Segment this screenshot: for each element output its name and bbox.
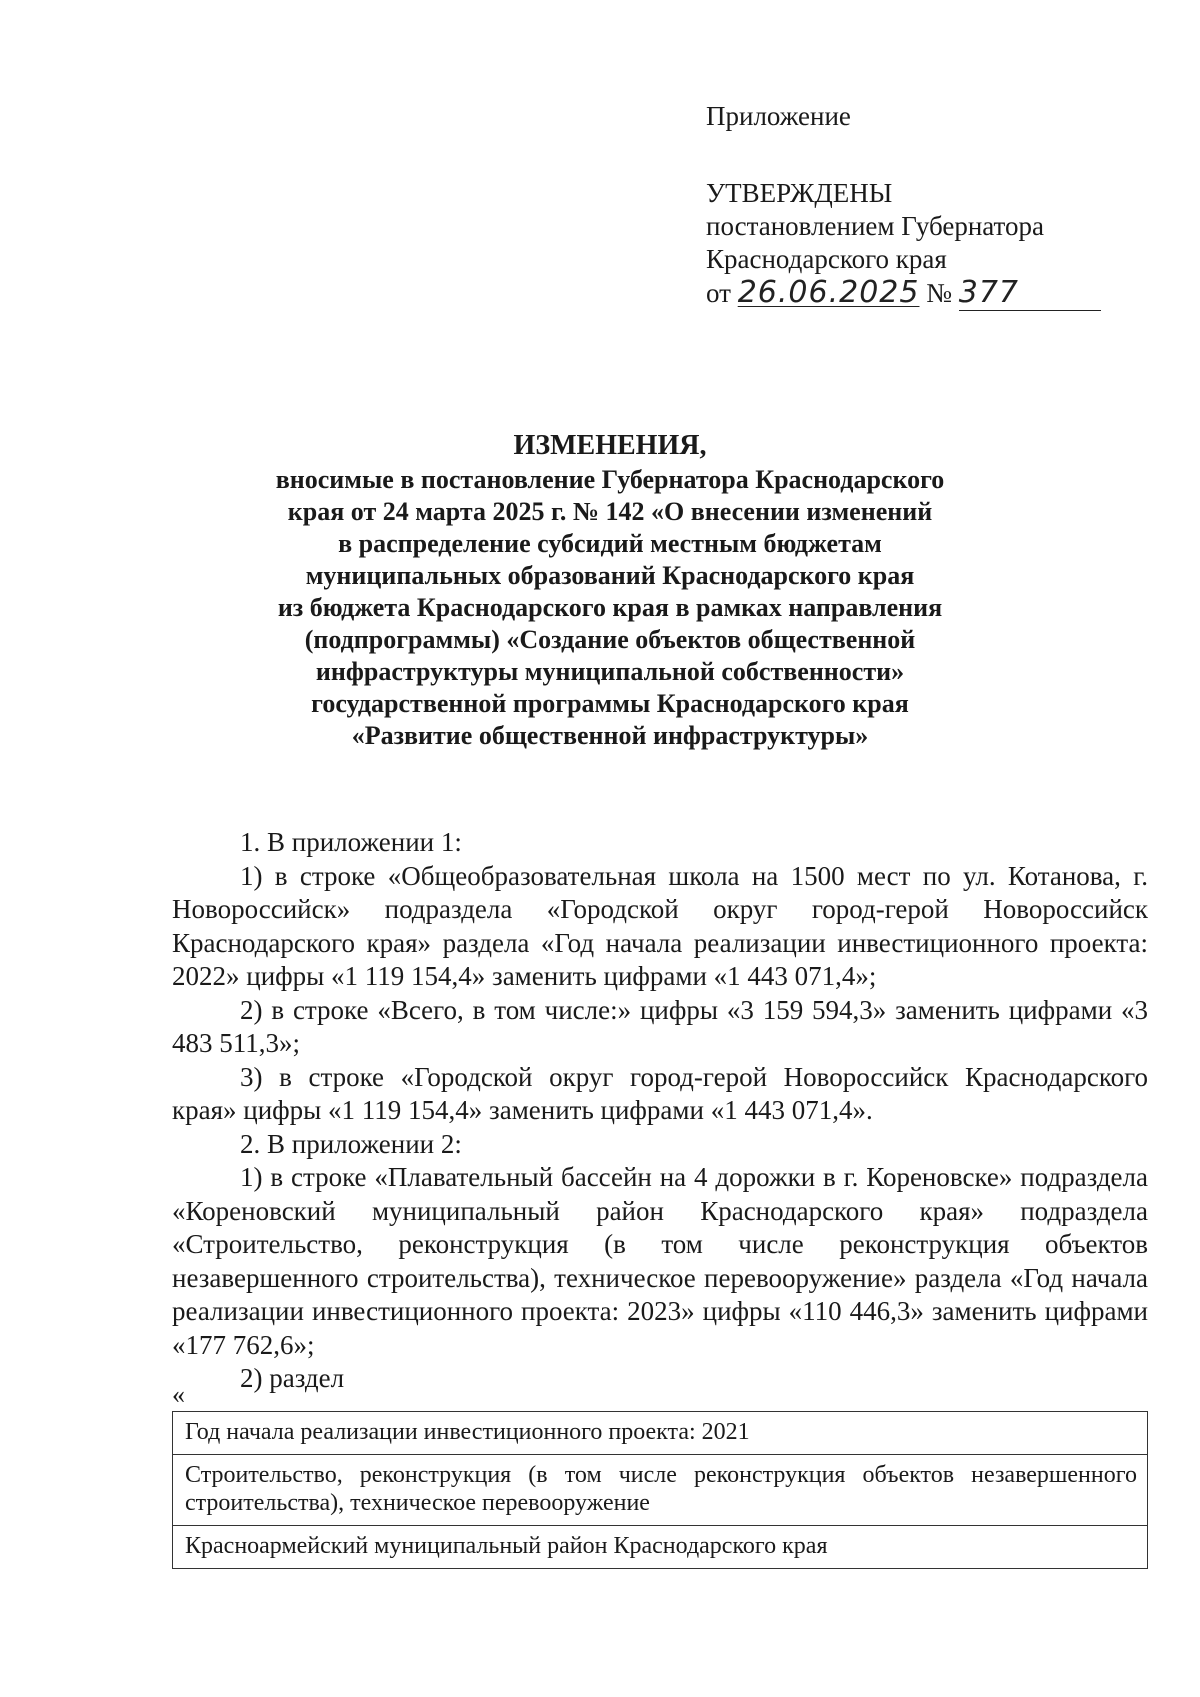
opening-quote: « <box>172 1380 185 1409</box>
number-field <box>959 276 1101 311</box>
title-line: государственной программы Краснодарского края <box>311 689 909 718</box>
title-line: в распределение субсидий местным бюджетам <box>338 529 882 558</box>
title-line: края от 24 марта 2025 г. № 142 «О внесении изменений <box>287 497 933 526</box>
table-row <box>173 1526 1148 1569</box>
approval-block <box>706 100 1126 311</box>
title-heading: ИЗМЕНЕНИЯ, <box>513 430 707 461</box>
title-line: «Развитие общественной инфраструктуры» <box>351 721 869 750</box>
section-table <box>172 1411 1148 1569</box>
paragraph-annex-2: 2. В приложении 2: <box>240 1128 462 1159</box>
paragraph-item: 2) раздел <box>240 1363 345 1393</box>
title-line: (подпрограммы) «Создание объектов общественной <box>304 625 916 654</box>
paragraph-annex-1: 1. В приложении 1: <box>240 827 462 857</box>
resolution-label: постановлением Губернатора <box>706 211 1044 241</box>
paragraph-item: 1) в строке «Общеобразовательная школа на 1500 мест по ул. Котанова, г. Новороссийск» подраздела «Городской округ город-герой Новороссийск Краснодарского края» раздела «Год начала реализации инвестиционного проекта: 2022» цифры «1 119 154,4» заменить цифрами «1 443 071,4»; <box>172 860 1148 991</box>
document-body <box>172 826 1148 1396</box>
title-line: инфраструктуры муниципальной собственности» <box>315 657 905 686</box>
title-line: муниципальных образований Краснодарского края <box>305 561 915 590</box>
table-row <box>173 1412 1148 1455</box>
title-line: из бюджета Краснодарского края в рамках направления <box>277 593 943 622</box>
table-cell: Красноармейский муниципальный район Краснодарского края <box>173 1526 1148 1569</box>
date-number-line <box>706 276 1126 311</box>
annex-label: Приложение <box>706 101 851 131</box>
approved-label: УТВЕРЖДЕНЫ <box>706 178 893 208</box>
handwritten-date: 26.06.2025 <box>737 275 920 310</box>
paragraph-item: 2) в строке «Всего, в том числе:» цифры «3 159 594,3» заменить цифрами «3 483 511,3»; <box>172 994 1148 1058</box>
title-line: вносимые в постановление Губернатора Краснодарского <box>275 465 945 494</box>
table-row <box>173 1455 1148 1526</box>
handwritten-number: 377 <box>958 275 1020 310</box>
paragraph-item: 3) в строке «Городской округ город-герой Новороссийск Краснодарского края» цифры «1 119 154,4» заменить цифрами «1 443 071,4». <box>172 1061 1148 1125</box>
paragraph-item: 1) в строке «Плавательный бассейн на 4 дорожки в г. Кореновске» подраздела «Кореновский муниципальный район Краснодарского края» подраздела «Строительство, реконструкция (в том числе реконструкция объектов незавершенного строительства), техническое перевооружение» раздела «Год начала реализации инвестиционного проекта: 2023» цифры «110 446,3» заменить цифрами «177 762,6»; <box>172 1162 1148 1360</box>
table-cell: Строительство, реконструкция (в том числе реконструкция объектов незавершенного строительства), техническое перевооружение <box>173 1455 1148 1526</box>
region-label: Краснодарского края <box>706 244 947 274</box>
table-cell: Год начала реализации инвестиционного проекта: 2021 <box>173 1412 1148 1455</box>
date-prefix: от <box>706 278 731 308</box>
number-sign: № <box>926 278 952 308</box>
document-title <box>230 430 990 752</box>
